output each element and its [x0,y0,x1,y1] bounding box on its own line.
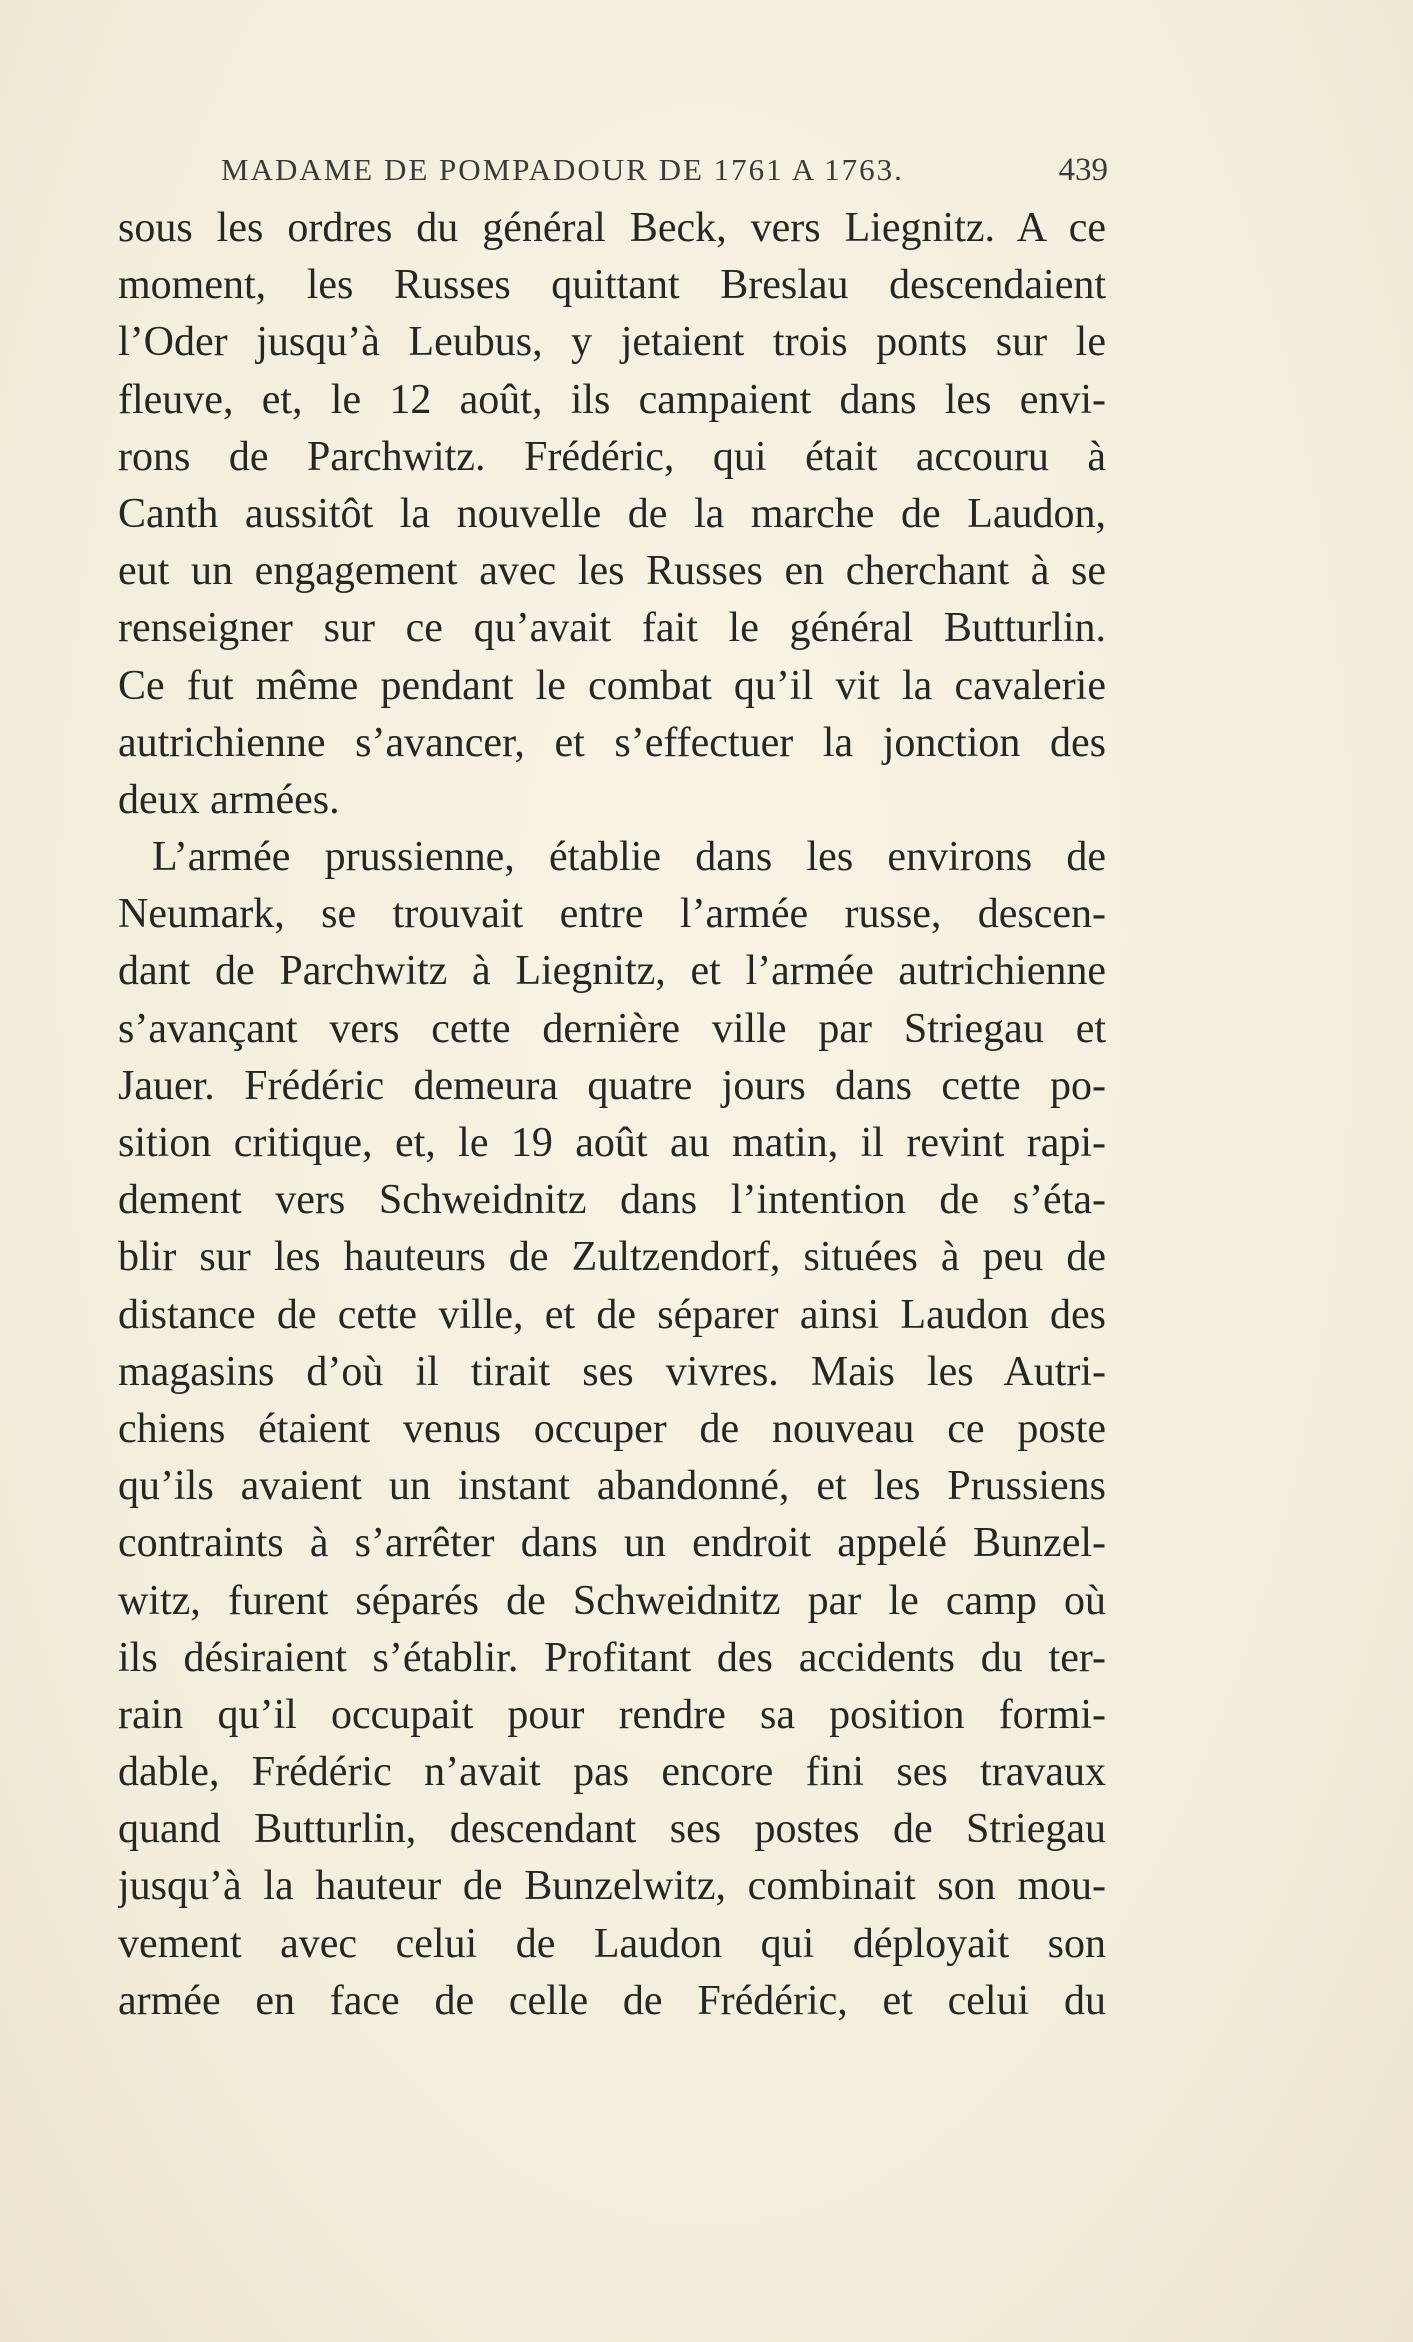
text-line: jusqu’à la hauteur de Bunzelwitz, combinait son mou- [118,1863,1106,1910]
text-line: moment, les Russes quittant Breslau descendaient [118,262,1106,309]
text-line: dement vers Schweidnitz dans l’intention de s’éta- [118,1177,1106,1224]
text-line: blir sur les hauteurs de Zultzendorf, situées à peu de [118,1234,1106,1281]
text-line: autrichienne s’avancer, et s’effectuer la jonction des [118,719,1106,766]
text-line: eut un engagement avec les Russes en cherchant à se [118,548,1106,595]
text-line: magasins d’où il tirait ses vivres. Mais les Autri- [118,1348,1106,1395]
text-line: chiens étaient venus occuper de nouveau ce poste [118,1405,1106,1452]
text-line: Canth aussitôt la nouvelle de la marche de Laudon, [118,490,1106,537]
body-text [118,200,1106,2030]
text-line: sition critique, et, le 19 août au matin, il revint rapi- [118,1120,1106,1166]
text-line: dant de Parchwitz à Liegnitz, et l’armée autrichienne [118,948,1106,995]
text-line: Ce fut même pendant le combat qu’il vit la cavalerie [118,662,1106,709]
page-number: 439 [1058,152,1108,188]
text-line: renseigner sur ce qu’avait fait le général Butturlin. [118,605,1106,652]
text-line: witz, furent séparés de Schweidnitz par le camp où [118,1577,1106,1624]
text-line: distance de cette ville, et de séparer ainsi Laudon des [118,1291,1106,1338]
text-line: ils désiraient s’établir. Profitant des accidents du ter- [118,1634,1106,1681]
text-line: quand Butturlin, descendant ses postes de Striegau [118,1806,1106,1853]
text-line: rain qu’il occupait pour rendre sa position formi- [118,1691,1106,1738]
text-line: vement avec celui de Laudon qui déployait son [118,1920,1106,1967]
text-line: dable, Frédéric n’avait pas encore fini ses travaux [118,1749,1106,1796]
text-line: Neumark, se trouvait entre l’armée russe, descen- [118,891,1106,938]
text-line: rons de Parchwitz. Frédéric, qui était accouru à [118,433,1106,480]
text-line: qu’ils avaient un instant abandonné, et les Prussiens [118,1463,1106,1510]
text-line: s’avançant vers cette dernière ville par Striegau et [118,1005,1106,1052]
text-line: deux armées. [118,776,340,823]
text-line: armée en face de celle de Frédéric, et celui du [118,1977,1106,2024]
text-line: l’Oder jusqu’à Leubus, y jetaient trois ponts sur le [118,319,1106,366]
text-line: Jauer. Frédéric demeura quatre jours dans cette po- [118,1062,1106,1109]
text-line: fleuve, et, le 12 août, ils campaient dans les envi- [118,376,1106,423]
text-line: contraints à s’arrêter dans un endroit appelé Bunzel- [118,1520,1106,1567]
paragraph-start-line: L’armée prussienne, établie dans les environs de [152,834,1106,881]
running-head-title: MADAME DE POMPADOUR DE 1761 A 1763. [221,152,904,187]
text-line: sous les ordres du général Beck, vers Liegnitz. A ce [118,205,1106,251]
running-head [118,152,1108,192]
